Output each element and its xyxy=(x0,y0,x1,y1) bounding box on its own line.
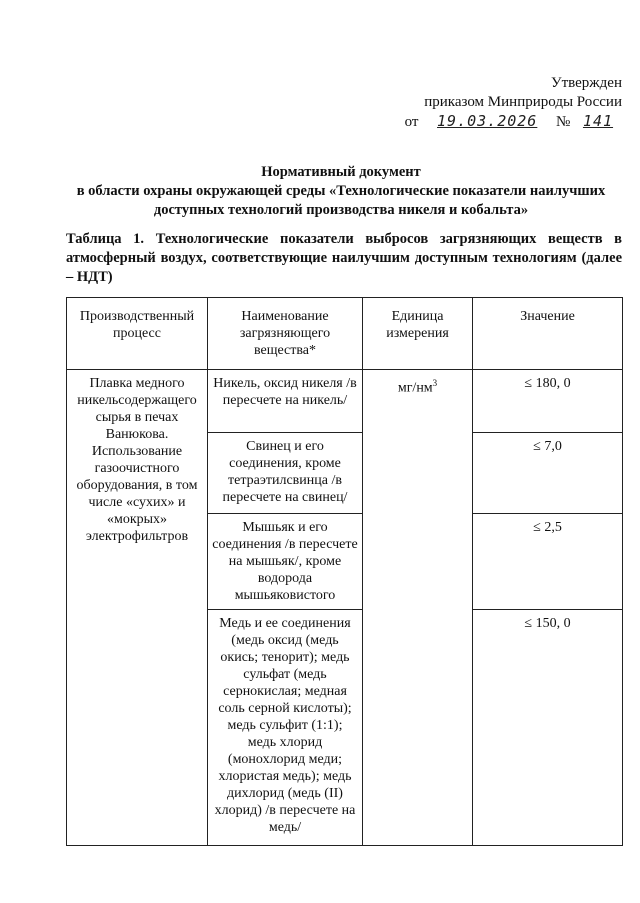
unit-cell xyxy=(363,370,473,846)
title-line-3: доступных технологий производства никеля и кобальта» xyxy=(153,202,529,218)
table-caption: Таблица 1. Технологические показатели выбросов загрязняющих веществ в атмосферный воздух, соответствующие наилучшим доступным технологиям (далее – НДТ) xyxy=(66,231,622,285)
value-cell: ≤ 180, 0 xyxy=(473,370,623,433)
document-title xyxy=(60,163,622,220)
title-line-1: Нормативный документ xyxy=(261,164,421,180)
date-prefix: от xyxy=(404,114,419,130)
approval-line-ministry: приказом Минприроды России xyxy=(424,94,622,110)
approval-stamp xyxy=(405,74,622,132)
value-cell: ≤ 7,0 xyxy=(473,433,623,514)
table-row xyxy=(67,370,623,433)
number-prefix: № xyxy=(555,114,571,130)
header-unit: Единица измерения xyxy=(363,298,473,370)
value-cell: ≤ 150, 0 xyxy=(473,610,623,846)
header-value: Значение xyxy=(473,298,623,370)
substance-cell: Никель, оксид никеля /в пересчете на никель/ xyxy=(208,370,363,433)
approval-line-approved: Утвержден xyxy=(550,75,622,91)
substance-cell: Мышьяк и его соединения /в пересчете на мышьяк/, кроме водорода мышьяковистого xyxy=(208,514,363,610)
approval-date-row xyxy=(405,112,622,132)
handwritten-date: 19.03.2026 xyxy=(437,112,538,130)
process-cell: Плавка медного никельсодержащего сырья в печах Ванюкова. Использование газоочистного оборудования, в том числе «сухих» и «мокрых» электрофильтров xyxy=(67,370,208,846)
header-substance: Наименование загрязняющего вещества* xyxy=(208,298,363,370)
value-cell: ≤ 2,5 xyxy=(473,514,623,610)
title-line-2: в области охраны окружающей среды «Технологические показатели наилучших xyxy=(76,183,606,199)
ndt-table xyxy=(66,297,623,846)
handwritten-number: 141 xyxy=(582,112,614,130)
unit-base: мг/нм xyxy=(397,380,433,396)
substance-cell: Свинец и его соединения, кроме тетраэтилсвинца /в пересчете на свинец/ xyxy=(208,433,363,514)
table-header-row xyxy=(67,298,623,370)
header-process: Производственный процесс xyxy=(67,298,208,370)
unit-superscript: 3 xyxy=(432,378,438,388)
substance-cell: Медь и ее соединения (медь оксид (медь окись; тенорит); медь сульфат (медь сернокислая; медная соль серной кислоты); медь сульфит (1:1); медь хлорид (монохлорид меди; хлористая медь); медь дихлорид (медь (II) хлорид) /в пересчете на медь/ xyxy=(208,610,363,846)
